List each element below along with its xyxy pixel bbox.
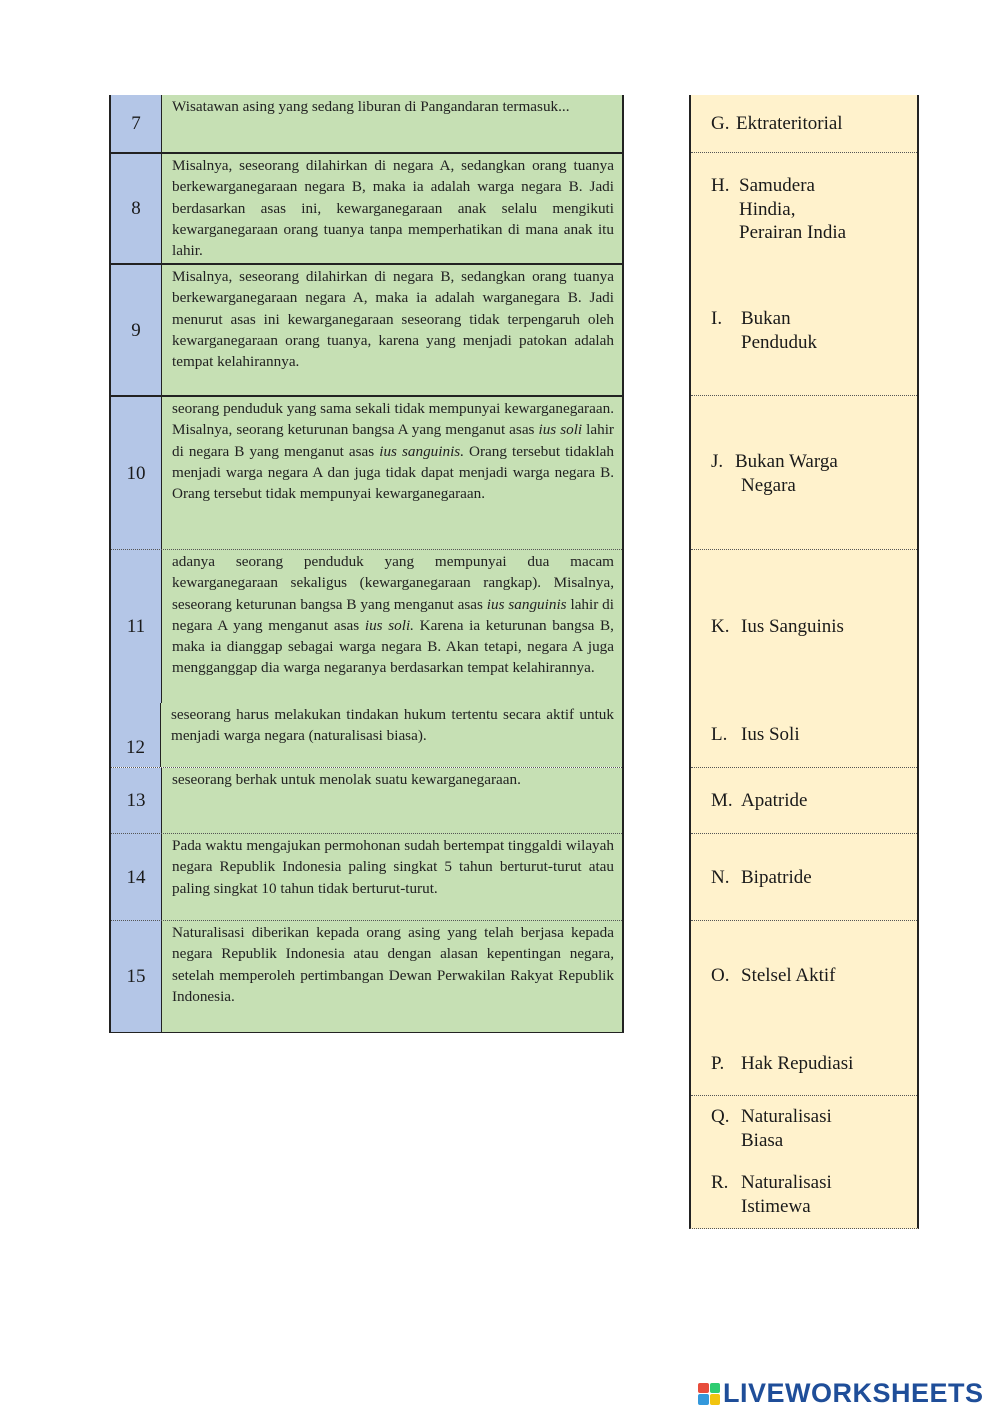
question-text: Wisatawan asing yang sedang liburan di Pangandaran termasuk... xyxy=(162,95,622,152)
answer-option[interactable] xyxy=(711,450,838,497)
answer-option[interactable] xyxy=(711,723,800,747)
answer-line: Negara xyxy=(741,474,796,496)
question-text xyxy=(162,550,622,704)
answer-column xyxy=(689,95,919,1229)
answer-label: Bipatride xyxy=(741,867,812,888)
text-part-italic: ius sanguinis. xyxy=(379,442,464,460)
answer-line: Bukan xyxy=(741,308,791,329)
logo-square xyxy=(710,1383,721,1394)
answer-letter: M. xyxy=(711,790,733,811)
divider xyxy=(691,767,917,768)
answer-label: Ius Sanguinis xyxy=(741,616,844,637)
answer-option[interactable] xyxy=(711,789,807,813)
question-row xyxy=(111,920,622,1032)
question-text: seseorang berhak untuk menolak suatu kewarganegaraan. xyxy=(162,768,622,834)
question-number: 7 xyxy=(111,95,162,152)
question-text: Naturalisasi diberikan kepada orang asing yang telah berjasa kepada negara Republik Indonesia atau dengan alasan kepentingan negara, setelah memperoleh pertimbangan Dewan Perwakilan Rakyat Republik Indonesia. xyxy=(162,921,622,1032)
answer-line: Penduduk xyxy=(741,331,817,353)
answer-label xyxy=(741,1171,832,1218)
question-text: Pada waktu mengajukan permohonan sudah bertempat tinggaldi wilayah negara Republik Indonesia paling singkat 5 tahun berturut-turut atau paling singkat 10 tahun tidak berturut-turut. xyxy=(162,834,622,921)
answer-letter: K. xyxy=(711,616,730,637)
answer-label: Hak Repudiasi xyxy=(741,1053,854,1074)
answer-label: Stelsel Aktif xyxy=(741,965,836,986)
text-part: lahir di negara A yang menganut asas xyxy=(172,595,614,634)
question-text: Misalnya, seseorang dilahirkan di negara A, sedangkan orang tuanya berkewarganegaraan negara B, maka ia adalah warga negara B. Jadi berdasarkan asas ini, kewarganegaraan anak selalu mengikuti kewarganegaraan orang tuanya tanpa memperhatikan di mana anak itu lahir. xyxy=(162,154,622,263)
answer-option[interactable] xyxy=(711,866,812,890)
answer-option[interactable] xyxy=(711,174,846,245)
answer-label: Ius Soli xyxy=(741,724,800,745)
answer-label: Apatride xyxy=(741,790,808,811)
answer-line: Biasa xyxy=(741,1129,784,1151)
question-row xyxy=(111,152,622,263)
divider xyxy=(691,1095,917,1096)
question-number: 10 xyxy=(111,397,162,550)
logo-mark-icon xyxy=(698,1383,720,1405)
text-part: adanya seorang penduduk yang mempunyai dua macam kewarganegaraan sekaligus (kewarganegaraan rangkap). Misalnya, seseorang keturunan bangsa B yang menganut asas xyxy=(172,553,614,613)
logo-square xyxy=(698,1383,709,1394)
question-number: 12 xyxy=(111,703,161,767)
question-text xyxy=(162,397,622,550)
answer-letter: O. xyxy=(711,965,730,986)
logo-square xyxy=(710,1394,721,1405)
question-row xyxy=(111,703,622,767)
answer-letter: Q. xyxy=(711,1106,730,1127)
text-part: Orang tersebut tidaklah menjadi warga negara A dan juga tidak dapat menjadi warga negara B. Orang tersebut tidak mempunyai kewarganegaraan. xyxy=(172,442,614,503)
answer-letter: I. xyxy=(711,308,723,329)
answer-label: Ektrateritorial xyxy=(736,113,843,134)
answer-option[interactable] xyxy=(711,1052,853,1076)
answer-line: Bukan Warga xyxy=(735,451,838,472)
logo-square xyxy=(698,1394,709,1405)
divider xyxy=(691,152,917,153)
question-table xyxy=(109,95,624,1033)
divider xyxy=(691,920,917,921)
answer-option[interactable] xyxy=(711,964,835,988)
answer-option[interactable] xyxy=(711,1105,832,1152)
text-part: lahir di negara B yang menganut asas xyxy=(172,421,614,460)
logo-text: LIVEWORKSHEETS xyxy=(723,1378,984,1408)
liveworksheets-logo xyxy=(698,1378,984,1409)
answer-label xyxy=(741,307,817,354)
answer-letter: H. xyxy=(711,175,730,196)
answer-letter: R. xyxy=(711,1172,729,1193)
question-row xyxy=(111,95,622,152)
answer-option[interactable] xyxy=(711,615,844,639)
answer-letter: L. xyxy=(711,724,728,745)
question-row xyxy=(111,263,622,397)
answer-option[interactable] xyxy=(711,307,817,354)
text-part-italic: ius soli. xyxy=(364,616,414,634)
answer-label xyxy=(739,174,846,245)
question-number: 14 xyxy=(111,834,162,921)
answer-letter: N. xyxy=(711,867,730,888)
question-number: 11 xyxy=(111,550,162,704)
question-number: 9 xyxy=(111,265,162,397)
divider xyxy=(691,833,917,834)
question-number: 15 xyxy=(111,921,162,1032)
question-number: 13 xyxy=(111,768,162,834)
answer-label xyxy=(735,450,838,497)
answer-line: Naturalisasi xyxy=(741,1172,832,1193)
answer-line: Samudera xyxy=(739,175,815,196)
text-part-italic: ius sanguinis xyxy=(486,595,567,613)
question-text: Misalnya, seseorang dilahirkan di negara B, sedangkan orang tuanya berkewarganegaraan negara A, maka ia adalah warganegara B. Jadi menurut asas ini kewarganegaraan seseorang tidak terpengaruh oleh kewarganegaraan orang tuanya, karena yang menjadi patokan adalah tempat kelahirannya. xyxy=(162,265,622,397)
answer-line: Hindia, xyxy=(739,198,796,220)
text-part: seorang penduduk yang sama sekali tidak mempunyai kewarganegaraan. Misalnya, seorang keturunan bangsa A yang menganut asas xyxy=(172,400,614,439)
answer-letter: J. xyxy=(711,451,724,472)
answer-line: Istimewa xyxy=(741,1195,811,1217)
text-part-italic: ius soli xyxy=(538,421,583,439)
answer-line: Naturalisasi xyxy=(741,1106,832,1127)
answer-label xyxy=(741,1105,832,1152)
question-number: 8 xyxy=(111,154,162,263)
answer-option[interactable] xyxy=(711,1171,832,1218)
question-row xyxy=(111,833,622,921)
answer-letter: P. xyxy=(711,1053,725,1074)
answer-option[interactable] xyxy=(711,112,843,136)
question-row xyxy=(111,767,622,834)
question-row xyxy=(111,549,622,704)
question-row xyxy=(111,395,622,550)
answer-line: Perairan India xyxy=(739,222,847,243)
answer-letter: G. xyxy=(711,113,730,134)
text-part: Karena ia keturunan bangsa B, maka ia dianggap sebagai warga negara B. Akan tetapi, negara A juga mengganggap dia warga negaranya berdasarkan tempat kelahirannya. xyxy=(172,616,614,677)
divider xyxy=(691,395,917,396)
divider xyxy=(691,549,917,550)
question-text: seseorang harus melakukan tindakan hukum tertentu secara aktif untuk menjadi warga negara (naturalisasi biasa). xyxy=(161,703,622,767)
